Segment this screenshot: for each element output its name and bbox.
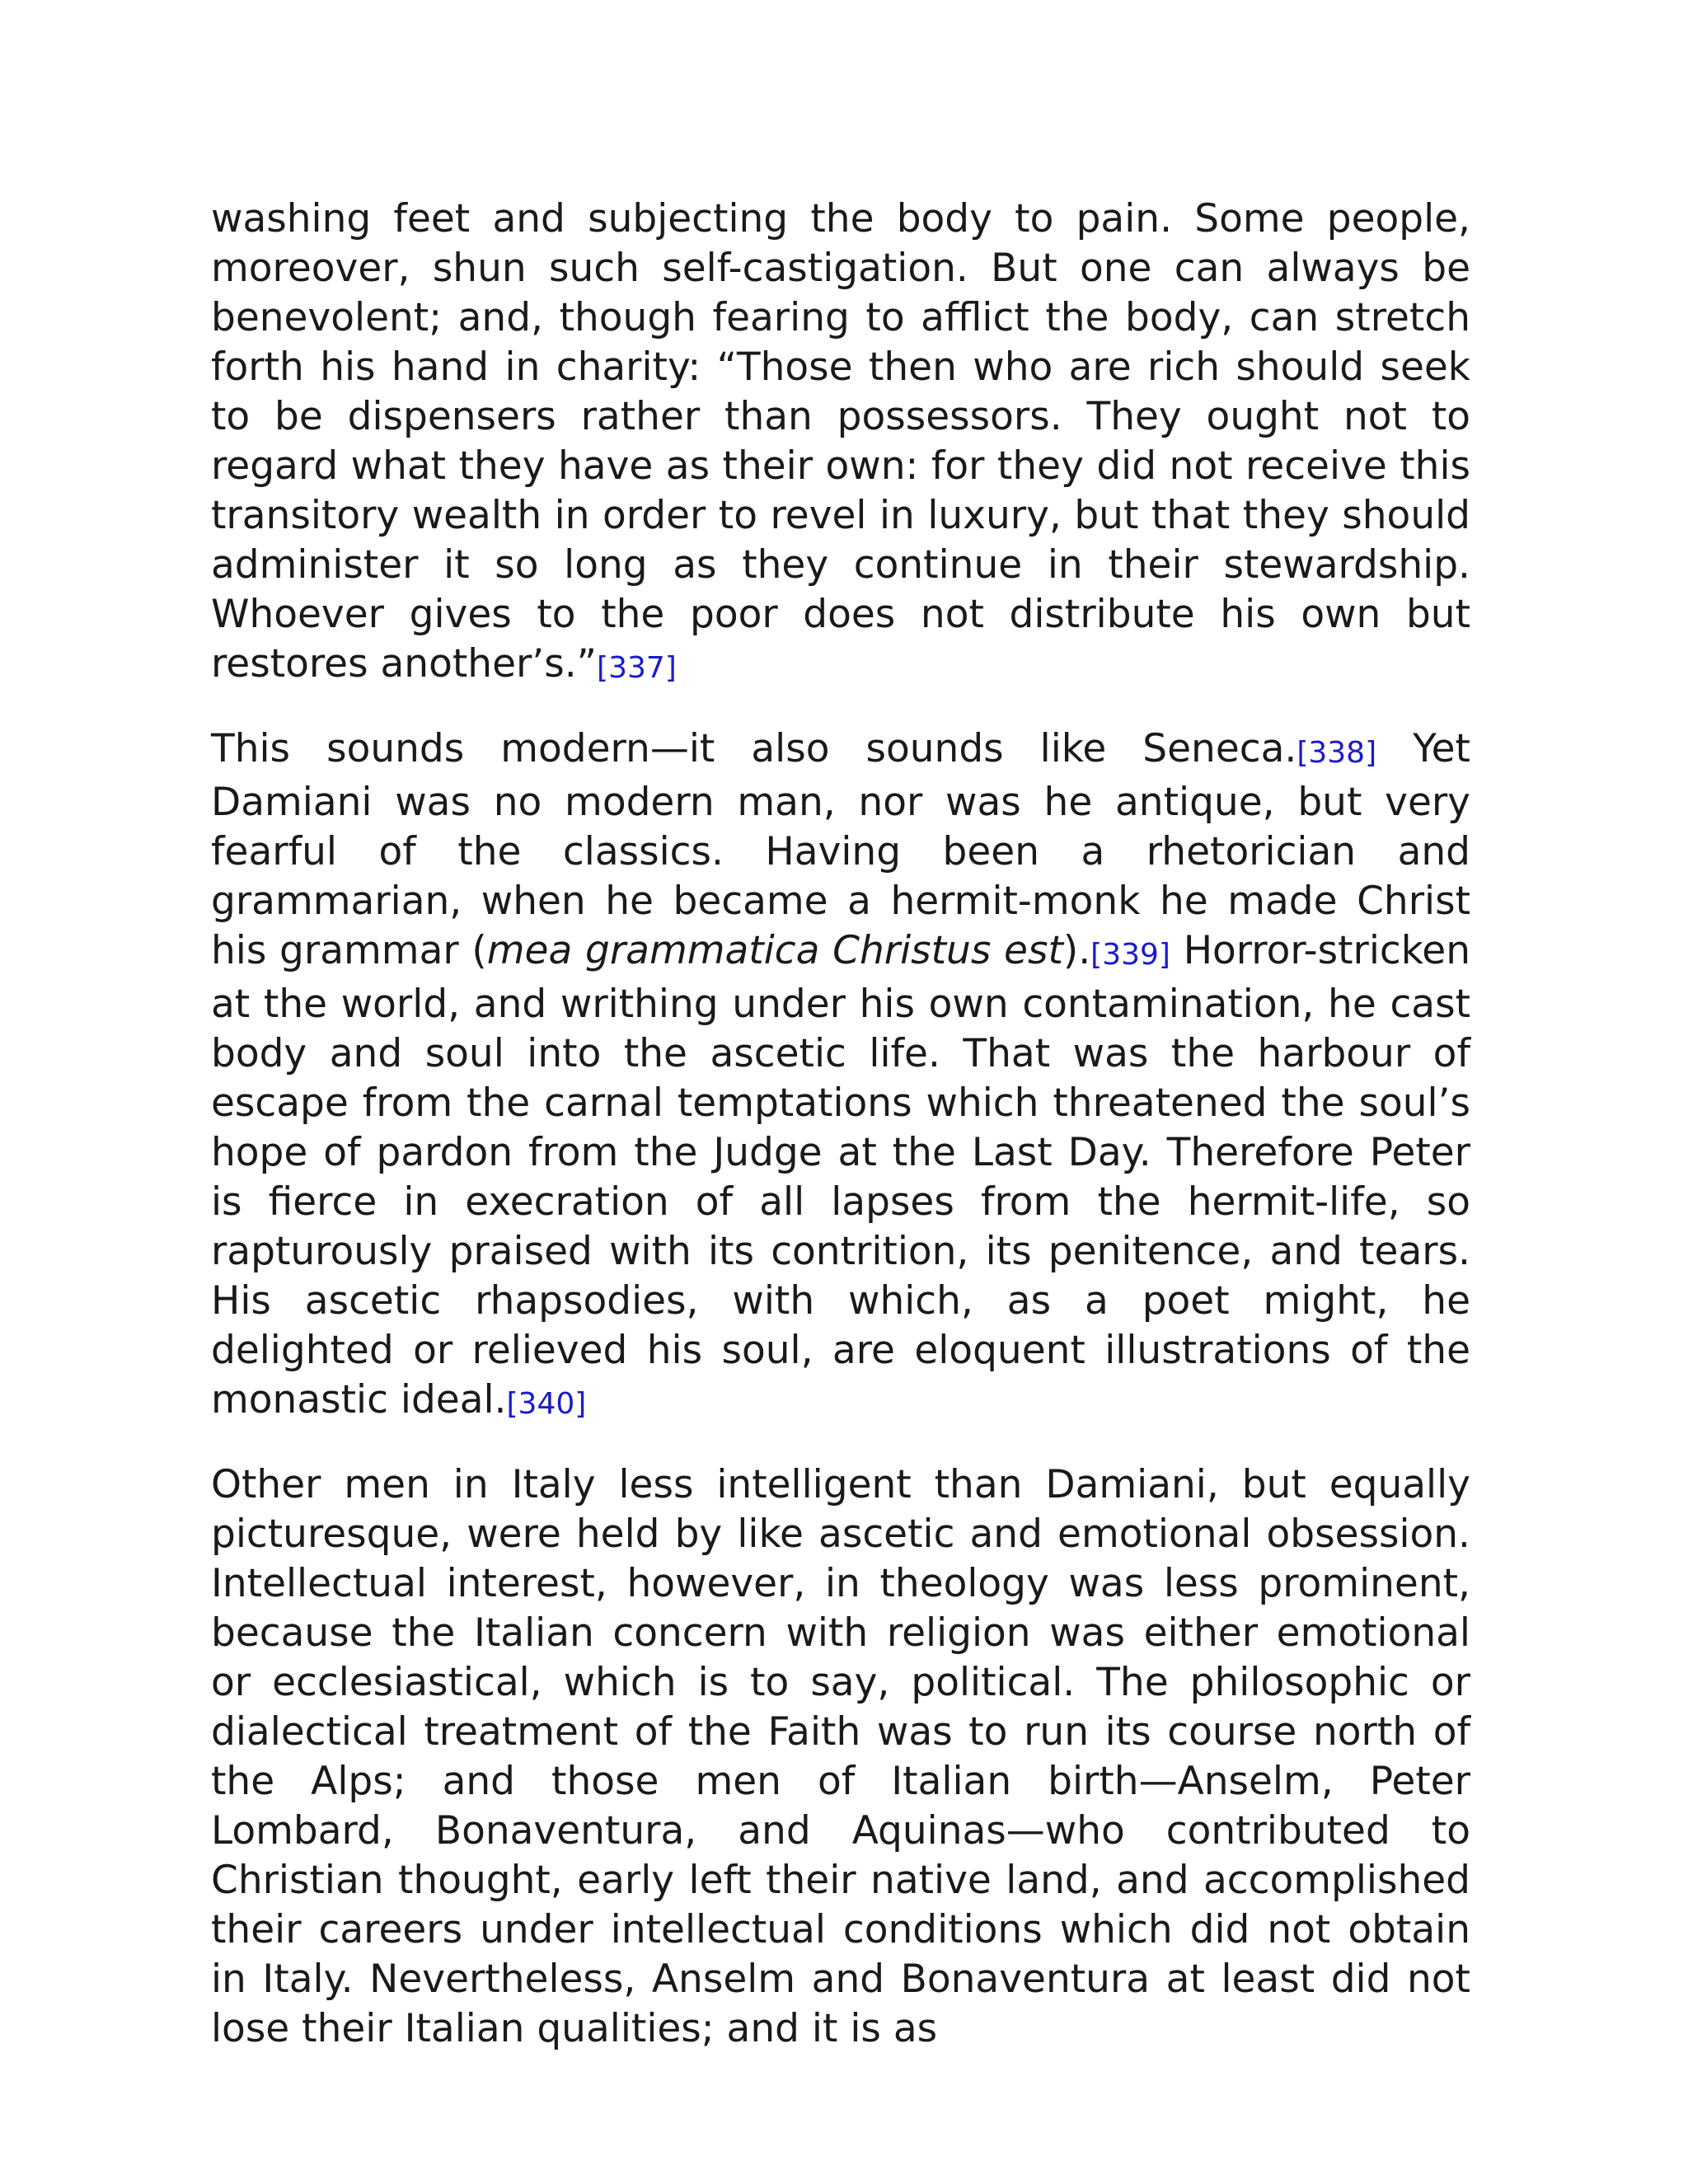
- paragraph-text: Other men in Italy less intelligent than Damiani, but equally picturesque, were held by like ascetic and emotional obsession. Intellectual interest, however, in theology was less prominent, because the Italian concern with religion was either emotional or ecclesiastical, which is to say, political. The philosophic or dialectical treatment of the Faith was to run its course north of the Alps; and those men of Italian birth—Anselm, Peter Lombard, Bonaventura, and Aquinas—who contributed to Christian thought, early left their native land, and accomplished their careers under intellectual conditions which did not obtain in Italy. Nevertheless, Anselm and Bonaventura at least did not lose their Italian qualities; and it is as: [211, 1462, 1470, 2051]
- paragraph-1: [211, 194, 1470, 693]
- latin-quote: mea grammatica Christus est: [486, 928, 1063, 973]
- paragraph-text: Horror-stricken at the world, and writhing under his own contamination, he cast body and soul into the ascetic life. That was the harbour of escape from the carnal temptations which threatened the soul’s hope of pardon from the Judge at the Last Day. Therefore Peter is fierce in execration of all lapses from the hermit-life, so rapturously praised with its contrition, its penitence, and tears. His ascetic rhapsodies, with which, as a poet might, he delighted or relieved his soul, are eloquent illustrations of the monastic ideal.: [211, 928, 1471, 1422]
- footnote-link-338[interactable]: [338]: [1296, 736, 1377, 770]
- footnote-link-339[interactable]: [339]: [1090, 938, 1170, 972]
- paragraph-text: This sounds modern—it also sounds like Seneca.: [211, 726, 1297, 771]
- paragraph-text: washing feet and subjecting the body to pain. Some people, moreover, shun such self-castigation. But one can always be benevolent; and, though fearing to afflict the body, can stretch forth his hand in charity: “Those then who are rich should seek to be dispensers rather than possessors. They ought not to regard what they have as their own: for they did not receive this transitory wealth in order to revel in luxury, but that they should administer it so long as they continue in their stewardship. Whoever gives to the poor does not distribute his own but restores another’s.”: [211, 196, 1470, 687]
- paragraph-2: [211, 724, 1470, 1429]
- paragraph-3: [211, 1460, 1470, 2054]
- paragraph-text: Yet Damiani was no modern man, nor was he antique, but very fearful of the classics. Having been a rhetorician and grammarian, when he became a hermit-monk he made Christ his grammar (: [211, 726, 1470, 973]
- document-page: [211, 194, 1470, 2085]
- footnote-link-340[interactable]: [340]: [506, 1387, 587, 1421]
- footnote-link-337[interactable]: [337]: [597, 651, 677, 685]
- paragraph-text: ).: [1062, 928, 1091, 973]
